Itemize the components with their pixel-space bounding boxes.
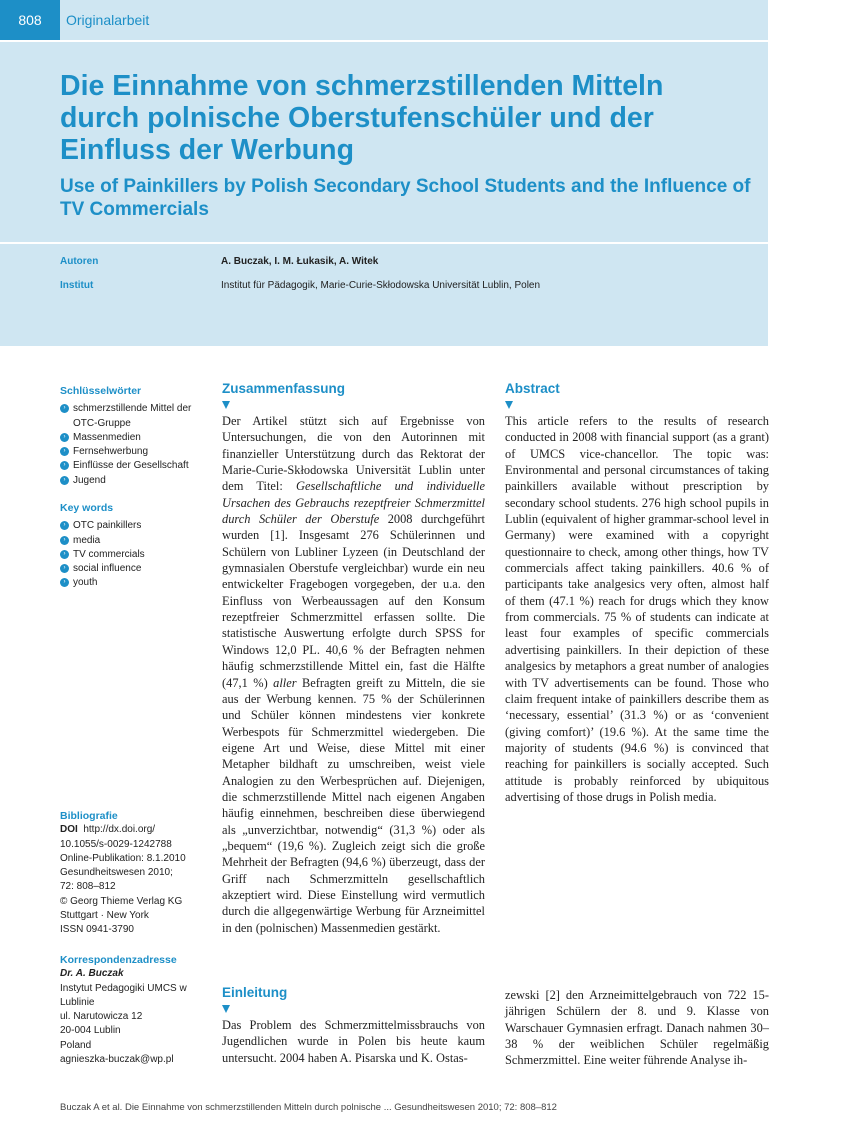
bibliography-title: Bibliografie [60, 810, 118, 822]
abstract-german-heading: Zusammenfassung [222, 381, 346, 396]
bullet-icon: › [60, 404, 69, 413]
abstract-english-heading: Abstract [505, 381, 560, 396]
bibliography-line: ISSN 0941-3790 [60, 924, 134, 936]
email-link[interactable]: agnieszka-buczak@wp.pl [60, 1054, 174, 1066]
introduction-text-right: zewski [2] den Arzneimittelgebrauch von 722 15-jährigen Schülern der 8. und 9. Klasse von Warschauer Gymnasien erfragt. Danach nahmen 30–38 % der weiblichen Schüler regelmäßig Schmerzmittel. Eine weiter führende Analyse ih- [505, 988, 769, 1068]
keyword-item: › Fernsehwerbung [60, 445, 210, 459]
bullet-icon: › [60, 461, 69, 470]
abstract-english-text: This article refers to the results of research conducted in 2008 with financial support (as a grant) of UMCS vice-chancellor. The topic was: Environmental and personal circumstances of taking painkillers available without prescription by secondary school students. 276 high school pupils in Lublin (equivalent of higher grammar-school level in Germany) were examined with a copyright questionnaire to check, among other things, how TV commercials affect taking painkillers. 40.6 % of participants take analgesics very often, almost half of them (47.1 %) reach for drugs which they know from commercials. 75 % of students can indicate at least four examples of specific commercials advertising painkillers. In their depiction of these analgesics by metaphors a great number of analogies with TV advertisements can be found. Those who claim frequent intake of painkillers describe them as ‘necessary, essential’ (31.3 %) or as ‘convenient (giving comfort)’ (19.6 %). At the same time the majority of students (94.6 %) is convinced that reaching for painkillers is socially accepted. Such attitude is probably reinforced by ubiquitous advertising of those drugs in Polish media. [505, 414, 770, 804]
correspondence-name: Dr. A. Buczak [60, 968, 124, 980]
bullet-icon: › [60, 433, 69, 442]
abstract-english [505, 381, 769, 805]
keyword-item: › Jugend [60, 474, 210, 488]
correspondence-title: Korrespondenzadresse [60, 954, 177, 966]
keyword-item: › media [60, 534, 210, 548]
triangle-marker-icon [222, 1005, 230, 1013]
keyword-item: › TV commercials [60, 548, 210, 562]
keyword-item: › social influence [60, 562, 210, 576]
correspondence [60, 953, 210, 1067]
title-band [0, 0, 768, 346]
introduction [222, 985, 485, 1066]
bullet-icon: › [60, 578, 69, 587]
section-label: Originalarbeit [66, 12, 150, 28]
triangle-marker-icon [222, 401, 230, 409]
triangle-marker-icon [505, 401, 513, 409]
address-line: 20-004 Lublin [60, 1025, 121, 1037]
doi-label: DOI [60, 824, 78, 836]
keywords-german-title: Schlüsselwörter [60, 385, 142, 397]
bibliography-line: Online-Publikation: 8.1.2010 [60, 852, 186, 864]
keyword-item: › Einflüsse der Gesellschaft [60, 459, 210, 473]
keyword-item: › OTC painkillers [60, 519, 210, 533]
abstract-german [222, 381, 485, 936]
divider [0, 242, 768, 244]
bibliography-line: Gesundheitswesen 2010; [60, 867, 173, 879]
bullet-icon: › [60, 564, 69, 573]
address-line: Instytut Pedagogiki UMCS w [60, 982, 187, 994]
bullet-icon: › [60, 521, 69, 530]
article-title-german: Die Einnahme von schmerzstillenden Mitteln durch polnische Oberstufenschüler und der Einfluss der Werbung [60, 70, 664, 166]
doi-link[interactable]: http://dx.doi.org/ [83, 824, 156, 836]
institute: Institut für Pädagogik, Marie-Curie-Skłodowska Universität Lublin, Polen [221, 280, 541, 291]
bullet-icon: › [60, 536, 69, 545]
bullet-icon: › [60, 476, 69, 485]
keywords-german [60, 384, 210, 488]
bibliography [60, 809, 210, 938]
introduction-heading: Einleitung [222, 985, 288, 1000]
article-title-english: Use of Painkillers by Polish Secondary School Students and the Influence of TV Commercials [60, 176, 751, 220]
abstract-german-text: Der Artikel stützt sich auf Ergebnisse von Untersuchungen, die von den Autorinnen mit finanzieller Unterstützung durch das Rektorat der Marie-Curie-Skłodowska Universität Lublin unter dem Titel: Gesellschaftliche und individuelle Ursachen des Gebrauchs rezeptfreier Schmerzmittel durch Schüler der Oberstufe 2008 durchgeführt wurden [1]. Insgesamt 276 Schülerinnen und Schülern von Lubliner Lyzeen (in Deutschland der gymnasialen Oberstufe vergleichbar) wurde ein neu entwickelter Fragebogen vorgegeben, der u.a. den Einfluss von Werbeaussagen auf den Konsum rezeptfreier Schmerzmittel erfassen sollte. Die statistische Auswertung erfolgte durch SPSS for Windows 12,0 PL. 40,6 % der Befragten nehmen häufig schmerzstillende Mittel ein, fast die Hälfte (47,1 %) aller Befragten greift zu Mitteln, die sie aus der Werbung kennen. 75 % der Schülerinnen und Schüler können mindestens vier konkrete Werbespots für Schmerzmittel wiedergeben. Die eigene Art und Weise, diese Mittel mit einer Metapher bildhaft zu umschreiben, weist viele Analogien zu den Werbesprüchen auf. Diejenigen, die schmerzstillende Mittel nach eigenen Angaben häufig einnehmen, beschreiben diese überwiegend als „unverzichtbar, notwendig“ (31,3 %) oder als „bequem“ (19,6 %). Zugleich zeigt sich die große Mehrheit der Befragten (94,6 %) überzeugt, dass der Griff nach Schmerzmitteln gesellschaftlich akzeptiert wird. Diese Einstellung wird vermutlich durch die allgegenwärtige Werbung für Arzneimittel in den (polnischen) Massenmedien gestärkt. [222, 414, 485, 935]
authors-label: Autoren [60, 256, 99, 267]
introduction-continued [505, 987, 769, 1069]
address-line: ul. Narutowicza 12 [60, 1011, 143, 1023]
bullet-icon: › [60, 447, 69, 456]
bibliography-line: © Georg Thieme Verlag KG [60, 895, 183, 907]
authors: A. Buczak, I. M. Łukasik, A. Witek [221, 256, 379, 267]
bibliography-line: 72: 808–812 [60, 881, 116, 893]
introduction-text-left: Das Problem des Schmerzmittelmissbrauchs von Jugendlichen wurde in Polen bis heute kaum untersucht. 2004 haben A. Pisarska und K. Ostas- [222, 1018, 485, 1065]
bibliography-line: 10.1055/s-0029-1242788 [60, 838, 172, 850]
institute-label: Institut [60, 280, 94, 291]
page-footer: Buczak A et al. Die Einnahme von schmerzstillenden Mitteln durch polnische ... Gesundheitswesen 2010; 72: 808–812 [60, 1102, 557, 1113]
keywords-english [60, 501, 210, 591]
address-line: Poland [60, 1039, 92, 1051]
bibliography-line: Stuttgart · New York [60, 910, 149, 922]
keyword-item: › schmerzstillende Mittel der OTC-Gruppe [60, 402, 210, 431]
bullet-icon: › [60, 550, 69, 559]
address-line: Lublinie [60, 996, 95, 1008]
keyword-item: › Massenmedien [60, 431, 210, 445]
divider [0, 40, 768, 42]
page-number: 808 [0, 0, 60, 40]
keyword-item: › youth [60, 576, 210, 590]
keywords-english-title: Key words [60, 502, 114, 514]
